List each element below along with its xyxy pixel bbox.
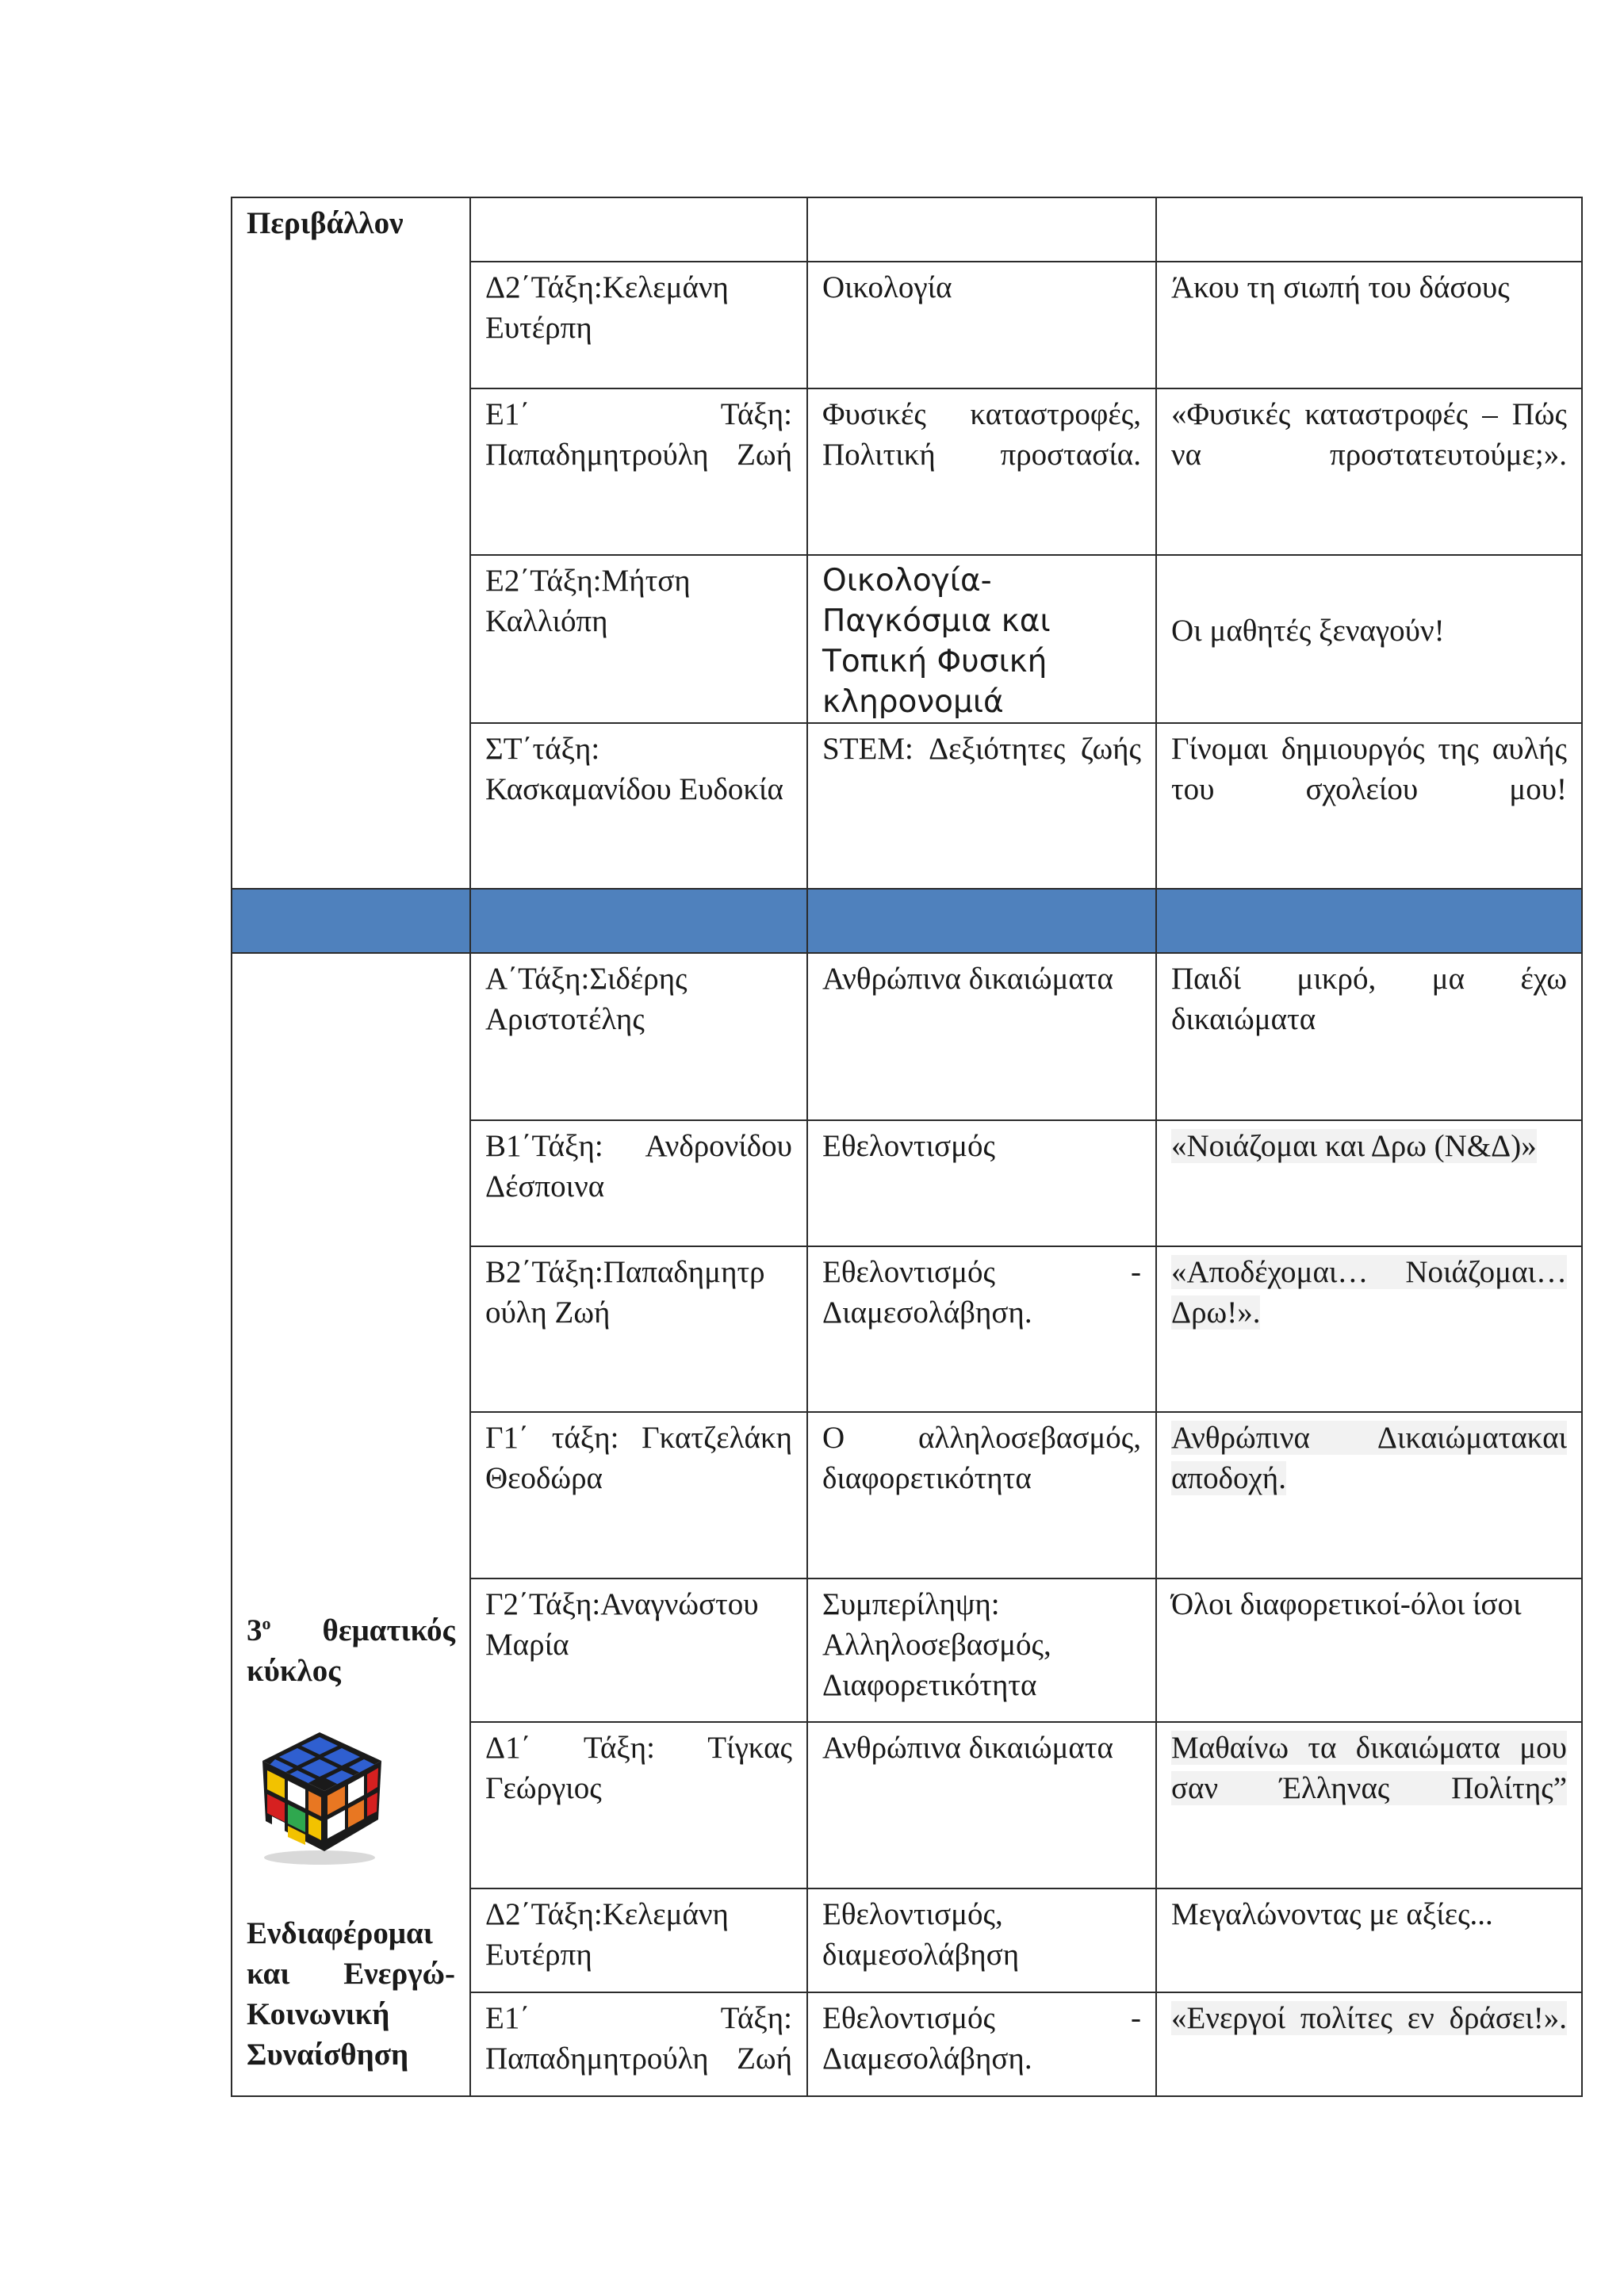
- class-cell: Γ1΄ τάξη: Γκατζελάκη Θεοδώρα: [470, 1412, 807, 1578]
- class-cell: Δ2΄Τάξη:Κελεμάνη Ευτέρπη: [470, 1888, 807, 1992]
- class-cell: Β1΄Τάξη: Ανδρονίδου Δέσποινα: [470, 1120, 807, 1246]
- theme-subtitle: Ενδιαφέρομαι και Ενεργώ- Κοινωνική Συναίσθηση: [247, 1916, 455, 2072]
- topic-cell: STEM: Δεξιότητες ζωής: [807, 723, 1156, 889]
- title-text: «Ενεργοί πολίτες εν δράσει!».: [1171, 2001, 1567, 2035]
- title-cell: Άκου τη σιωπή του δάσους: [1156, 262, 1582, 388]
- title-text: «Νοιάζομαι και Δρω (Ν&Δ)»: [1171, 1129, 1537, 1163]
- table-cell: [807, 197, 1156, 262]
- topic-cell: Συμπερίληψη: Αλληλοσεβασμός, Διαφορετικότητα: [807, 1578, 1156, 1722]
- theme-heading: [247, 1603, 455, 1691]
- title-cell: Οι μαθητές ξεναγούν!: [1156, 555, 1582, 723]
- class-cell: Δ2΄Τάξη:Κελεμάνη Ευτέρπη: [470, 262, 807, 388]
- table-row: [232, 197, 1582, 262]
- title-cell: Μεγαλώνοντας με αξίες...: [1156, 1888, 1582, 1992]
- title-cell: «Φυσικές καταστροφές – Πώς να προστατευτούμε;».: [1156, 388, 1582, 555]
- title-text: Μαθαίνω τα δικαιώματα μου σαν Έλληνας Πολίτης”: [1171, 1731, 1567, 1805]
- title-cell: [1156, 1120, 1582, 1246]
- topic-cell: Εθελοντισμός - Διαμεσολάβηση.: [807, 1246, 1156, 1412]
- title-cell: [1156, 1992, 1582, 2096]
- category-cell-environment: [232, 197, 470, 889]
- section-divider-row: [232, 889, 1582, 953]
- class-cell: Α΄Τάξη:Σιδέρης Αριστοτέλης: [470, 953, 807, 1120]
- class-cell: Ε1΄ Τάξη: Παπαδημητρούλη Ζωή: [470, 1992, 807, 2096]
- divider-cell: [470, 889, 807, 953]
- topic-cell: Φυσικές καταστροφές, Πολιτική προστασία.: [807, 388, 1156, 555]
- title-cell: Γίνομαι δημιουργός της αυλής του σχολείου μου!: [1156, 723, 1582, 889]
- title-cell: Παιδί μικρό, μα έχω δικαιώματα: [1156, 953, 1582, 1120]
- title-cell: [1156, 1246, 1582, 1412]
- class-cell: ΣΤ΄τάξη: Κασκαμανίδου Ευδοκία: [470, 723, 807, 889]
- topic-cell: Εθελοντισμός: [807, 1120, 1156, 1246]
- divider-cell: [232, 889, 470, 953]
- title-text: Ανθρώπινα Δικαιώματακαι αποδοχή.: [1171, 1421, 1567, 1495]
- topic-cell: Ο αλληλοσεβασμός, διαφορετικότητα: [807, 1412, 1156, 1578]
- class-cell: Ε1΄ Τάξη: Παπαδημητρούλη Ζωή: [470, 388, 807, 555]
- topic-cell: Εθελοντισμός - Διαμεσολάβηση.: [807, 1992, 1156, 2096]
- topic-cell: Οικολογία: [807, 262, 1156, 388]
- table-cell: [1156, 197, 1582, 262]
- rubiks-cube-icon: [248, 1726, 391, 1869]
- table-row: [232, 953, 1582, 1120]
- theme-ordinal: ο: [262, 1613, 271, 1633]
- class-cell: Γ2΄Τάξη:Αναγνώστου Μαρία: [470, 1578, 807, 1722]
- category-cell-social: [232, 953, 470, 2096]
- table-cell: [470, 197, 807, 262]
- topic-cell: Ανθρώπινα δικαιώματα: [807, 953, 1156, 1120]
- title-cell: Όλοι διαφορετικοί-όλοι ίσοι: [1156, 1578, 1582, 1722]
- title-text: «Αποδέχομαι… Νοιάζομαι… Δρω!».: [1171, 1255, 1567, 1330]
- class-cell: Β2΄Τάξη:Παπαδημητρ ούλη Ζωή: [470, 1246, 807, 1412]
- class-cell: Ε2΄Τάξη:Μήτση Καλλιόπη: [470, 555, 807, 723]
- class-cell: Δ1΄ Τάξη: Τίγκας Γεώργιος: [470, 1722, 807, 1888]
- theme-number: 3: [247, 1613, 262, 1647]
- category-label: Περιβάλλον: [247, 206, 404, 240]
- divider-cell: [1156, 889, 1582, 953]
- program-table: [231, 197, 1583, 2097]
- title-cell: [1156, 1412, 1582, 1578]
- title-cell: [1156, 1722, 1582, 1888]
- topic-cell: Ανθρώπινα δικαιώματα: [807, 1722, 1156, 1888]
- divider-cell: [807, 889, 1156, 953]
- topic-cell: Εθελοντισμός, διαμεσολάβηση: [807, 1888, 1156, 1992]
- topic-cell: Οικολογία-Παγκόσμια και Τοπική Φυσική κληρονομιά: [807, 555, 1156, 723]
- theme-label: θεματικός κύκλος: [247, 1613, 455, 1688]
